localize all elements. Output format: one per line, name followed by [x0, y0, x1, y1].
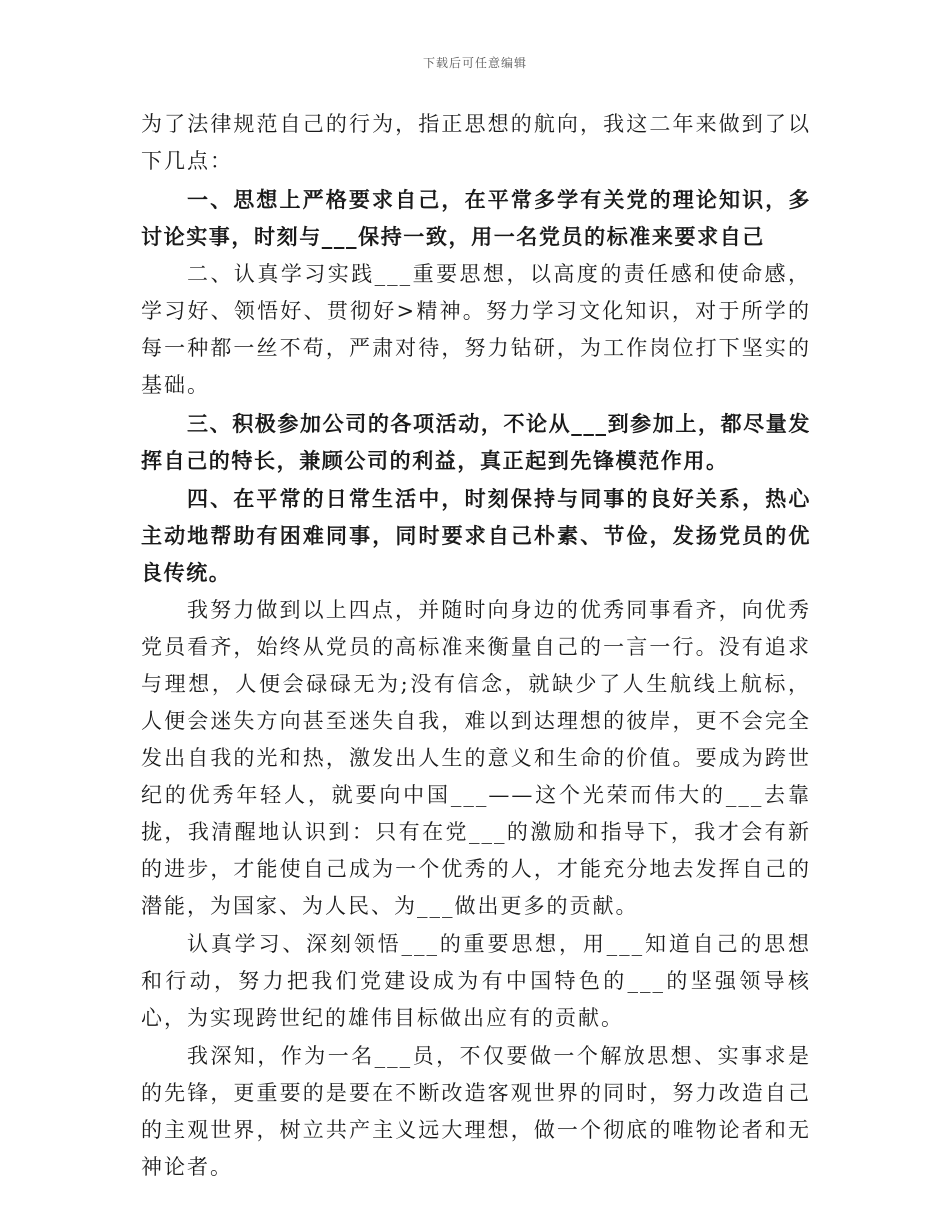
paragraph-point-3: 三、积极参加公司的各项活动，不论从___到参加上，都尽量发挥自己的特长，兼顾公司的利益，真正起到先锋模范作用。: [141, 411, 811, 473]
document-body: [141, 106, 811, 1187]
paragraph-point-1: 一、思想上严格要求自己，在平常多学有关党的理论知识，多讨论实事，时刻与___保持一致，用一名党员的标准来要求自己: [141, 187, 811, 249]
paragraph-intro: 为了法律规范自己的行为，指正思想的航向，我这二年来做到了以下几点：: [141, 112, 811, 173]
paragraph-conclusion: 我深知，作为一名___员，不仅要做一个解放思想、实事求是的先锋，更重要的是要在不断改造客观世界的同时，努力改造自己的主观世界，树立共产主义远大理想，做一个彻底的唯物论者和无神论者。: [141, 1044, 811, 1179]
paragraph-point-2: 二、认真学习实践___重要思想，以高度的责任感和使命感，学习好、领悟好、贯彻好>精神。努力学习文化知识，对于所学的每一种都一丝不苟，严肃对待，努力钻研，为工作岗位打下坚实的基础。: [141, 262, 811, 397]
paragraph-study: 认真学习、深刻领悟___的重要思想，用___知道自己的思想和行动，努力把我们党建设成为有中国特色的___的坚强领导核心，为实现跨世纪的雄伟目标做出应有的贡献。: [141, 932, 811, 1030]
paragraph-reflection: 我努力做到以上四点，并随时向身边的优秀同事看齐，向优秀党员看齐，始终从党员的高标准来衡量自己的一言一行。没有追求与理想，人便会碌碌无为;没有信念，就缺少了人生航线上航标，人便会迷失方向甚至迷失自我，难以到达理想的彼岸，更不会完全发出自我的光和热，激发出人生的意义和生命的价值。要成为跨世纪的优秀年轻人，就要向中国___——这个光荣而伟大的___去靠拢，我清醒地认识到：只有在党___的激励和指导下，我才会有新的进步，才能使自己成为一个优秀的人，才能充分地去发挥自己的潜能，为国家、为人民、为___做出更多的贡献。: [141, 598, 811, 918]
page-header: 下载后可任意编辑: [422, 56, 527, 70]
paragraph-point-4: 四、在平常的日常生活中，时刻保持与同事的良好关系，热心主动地帮助有困难同事，同时要求自己朴素、节俭，发扬党员的优良传统。: [141, 486, 811, 585]
